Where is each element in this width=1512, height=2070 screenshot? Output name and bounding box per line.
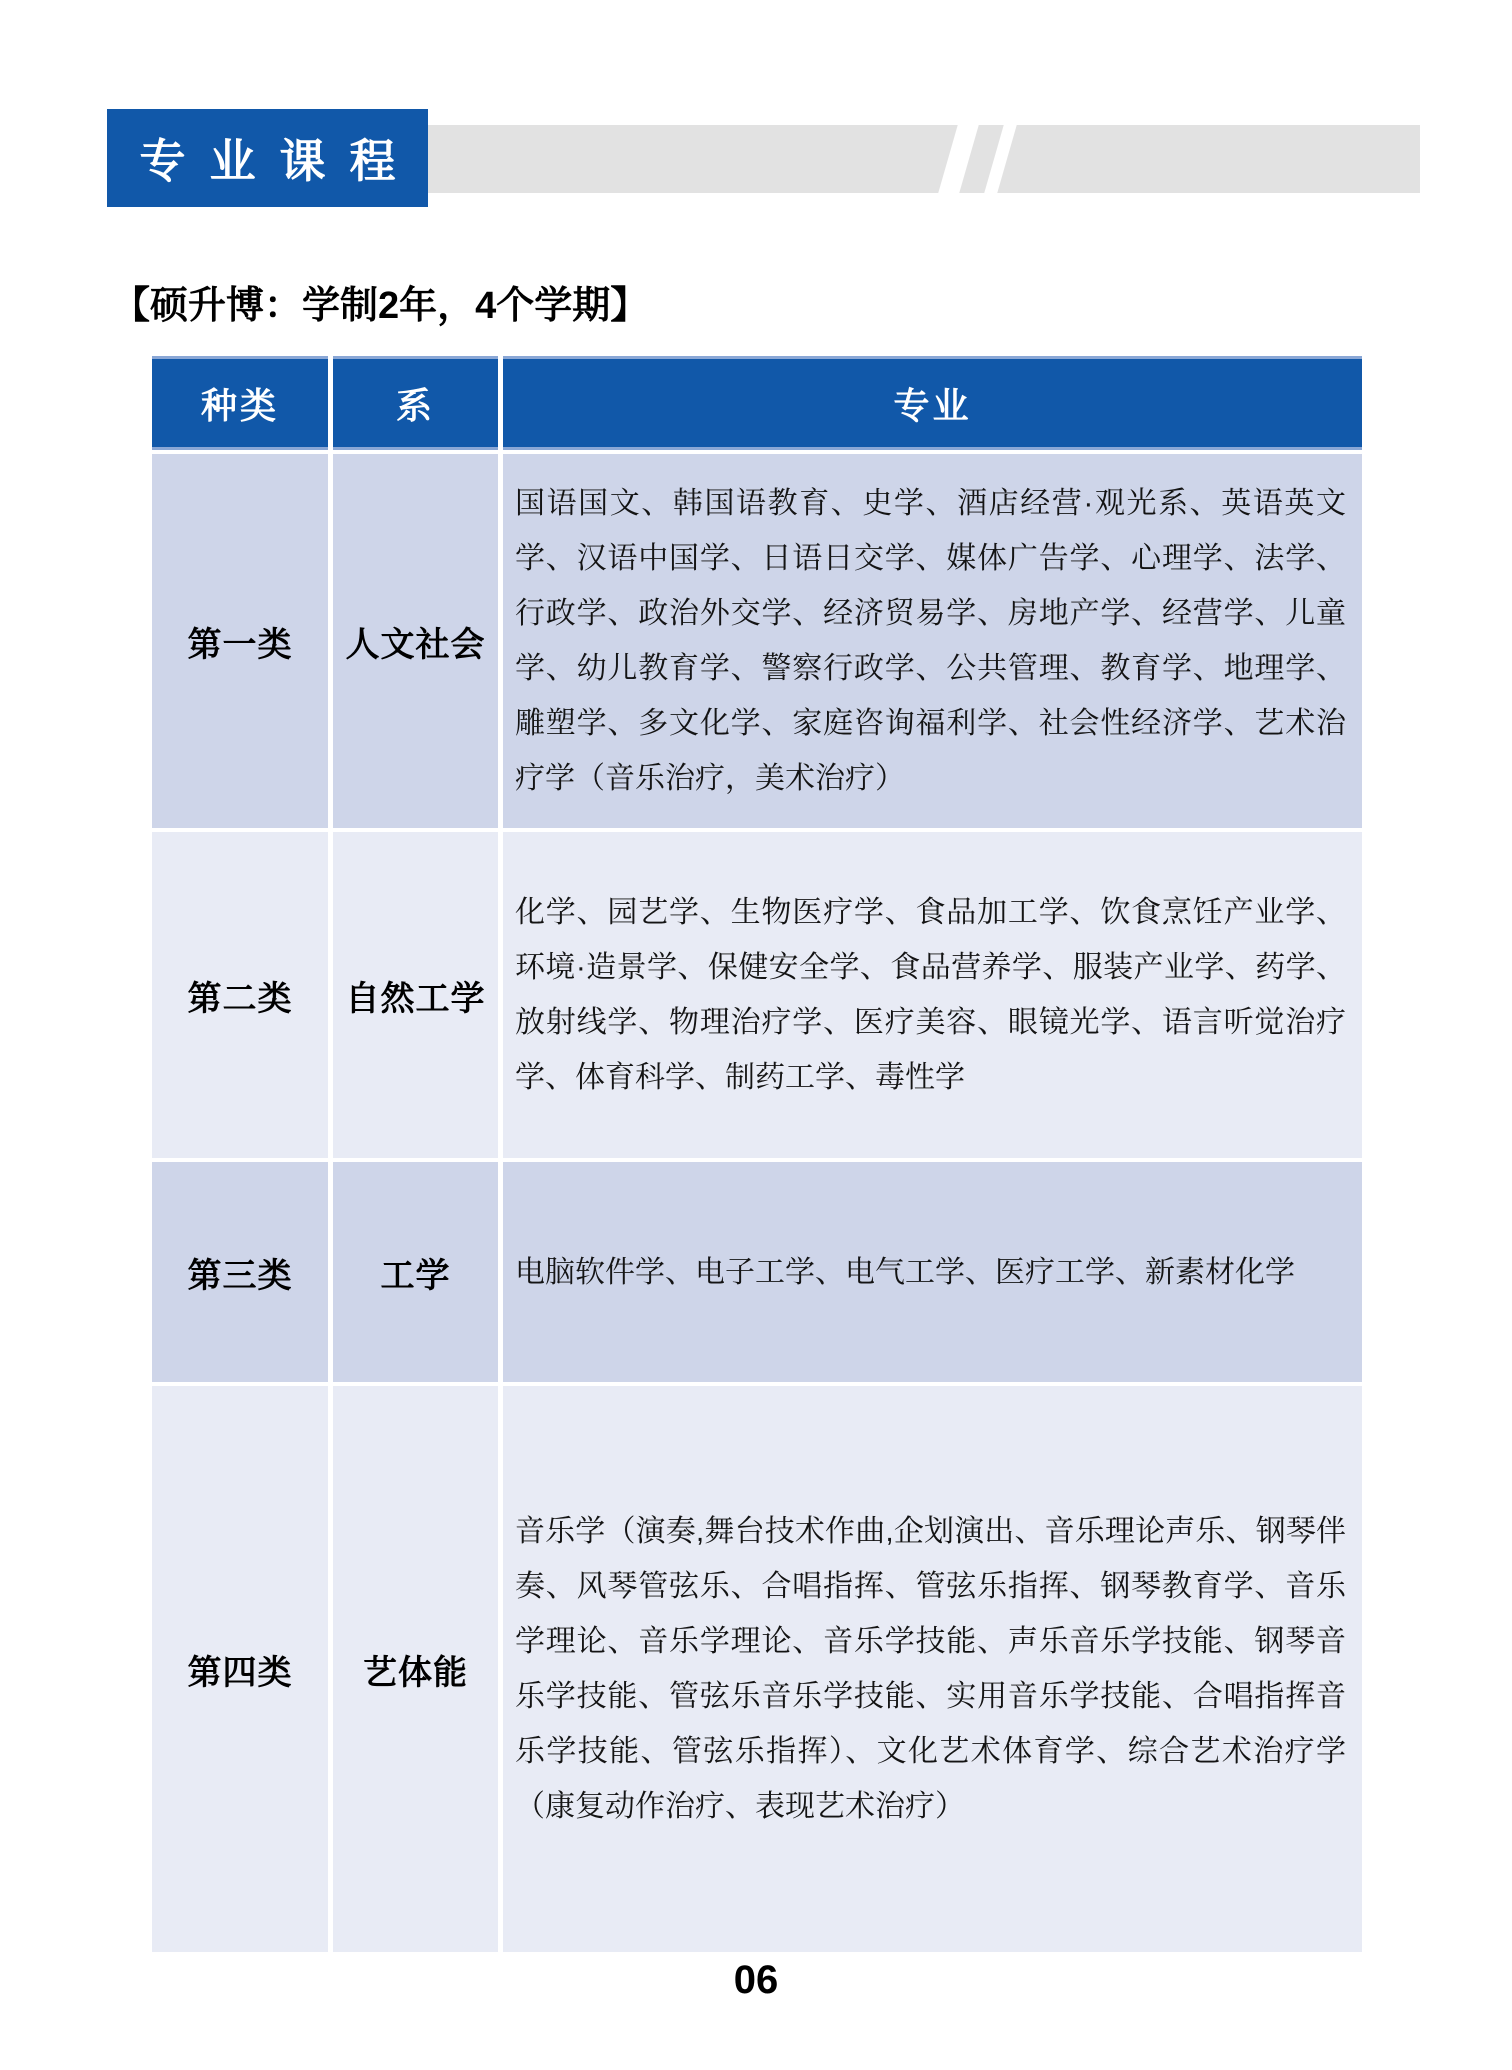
page-number: 06 [733, 1958, 779, 2002]
department-cell: 人文社会 [333, 454, 498, 828]
section-badge-label: 专业课程 [139, 135, 420, 187]
majors-cell [503, 832, 1362, 1158]
header-band [428, 125, 1420, 193]
majors-cell [503, 1386, 1362, 1952]
slash-icon [983, 121, 1018, 197]
slash-icon [937, 121, 980, 197]
section-badge [107, 109, 428, 207]
majors-table [152, 356, 1362, 1952]
col-header-majors: 专业 [503, 356, 1362, 450]
majors-cell [503, 1162, 1362, 1382]
program-subtitle: 【硕升博：学制2年，4个学期】 [112, 285, 649, 327]
department-cell: 艺体能 [333, 1386, 498, 1952]
majors-text: 化学、园艺学、生物医疗学、食品加工学、饮食烹饪产业学、环境·造景学、保健安全学、食品营养学、服装产业学、药学、放射线学、物理治疗学、医疗美容、眼镜光学、语言听觉治疗学、体育科学、制药工学、毒性学 [515, 896, 1346, 1094]
category-cell: 第二类 [152, 832, 328, 1158]
category-cell: 第四类 [152, 1386, 328, 1952]
department-cell: 自然工学 [333, 832, 498, 1158]
department-cell: 工学 [333, 1162, 498, 1382]
majors-text: 音乐学（演奏,舞台技术作曲,企划演出、音乐理论声乐、钢琴伴奏、风琴管弦乐、合唱指挥、管弦乐指挥、钢琴教育学、音乐学理论、音乐学理论、音乐学技能、声乐音乐学技能、钢琴音乐学技能、管弦乐音乐学技能、实用音乐学技能、合唱指挥音乐学技能、管弦乐指挥）、文化艺术体育学、综合艺术治疗学（康复动作治疗、表现艺术治疗） [515, 1515, 1346, 1823]
col-header-category: 种类 [152, 356, 328, 450]
majors-cell [503, 454, 1362, 828]
majors-text: 电脑软件学、电子工学、电气工学、医疗工学、新素材化学 [515, 1255, 1295, 1289]
majors-text: 国语国文、韩国语教育、史学、酒店经营·观光系、英语英文学、汉语中国学、日语日交学、媒体广告学、心理学、法学、行政学、政治外交学、经济贸易学、房地产学、经营学、儿童学、幼儿教育学、警察行政学、公共管理、教育学、地理学、雕塑学、多文化学、家庭咨询福利学、社会性经济学、艺术治疗学（音乐治疗，美术治疗） [515, 487, 1346, 795]
col-header-department: 系 [333, 356, 498, 450]
category-cell: 第三类 [152, 1162, 328, 1382]
category-cell: 第一类 [152, 454, 328, 828]
